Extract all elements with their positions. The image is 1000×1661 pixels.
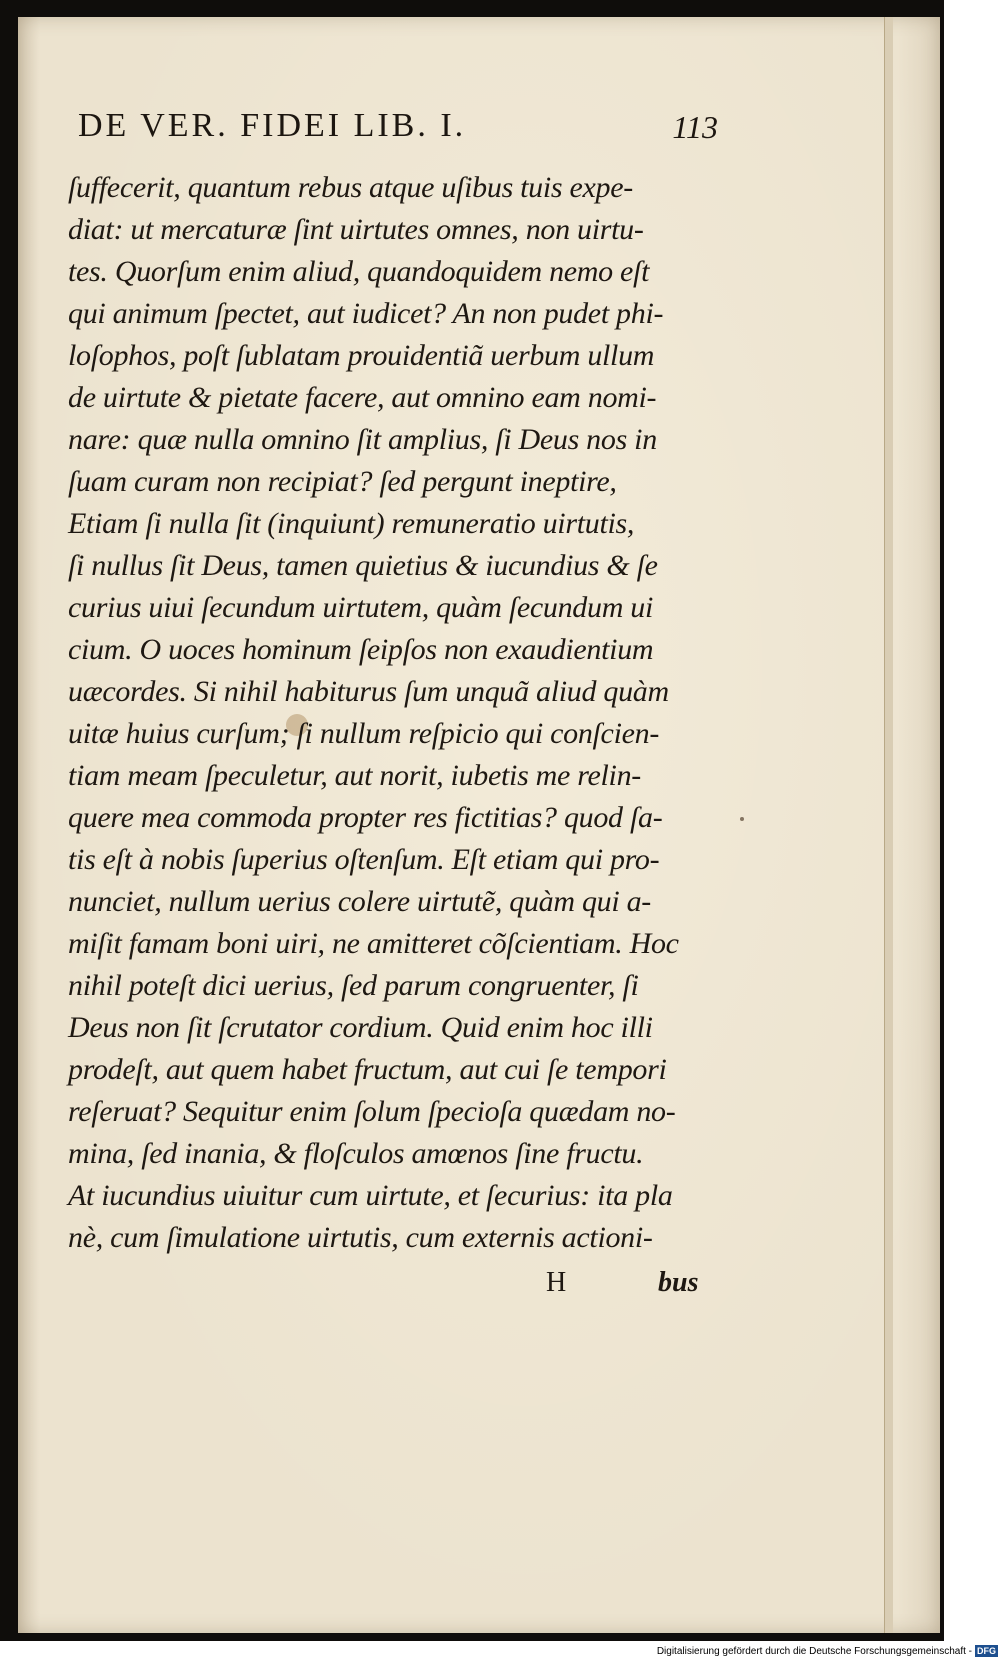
page-foot [18, 1267, 718, 1307]
text-line: ſuam curam non recipiat? ſed pergunt ineptire, [68, 465, 617, 498]
text-line: Deus non ſit ſcrutator cordium. Quid enim hoc illi [68, 1011, 653, 1044]
text-line: ſuffecerit, quantum rebus atque uſibus tuis expe- [68, 171, 633, 204]
text-line: nè, cum ſimulatione uirtutis, cum externis actioni- [68, 1221, 653, 1254]
text-line: prodeſt, aut quem habet fructum, aut cui ſe tempori [68, 1053, 667, 1086]
running-head-title: DE VER. FIDEI LIB. I. [78, 107, 467, 144]
funding-credit-text: Digitalisierung gefördert durch die Deutsche Forschungsgemeinschaft - [656, 1646, 972, 1657]
text-line: nihil poteſt dici uerius, ſed parum congruenter, ſi [68, 969, 639, 1002]
text-line: de uirtute & pietate facere, aut omnino eam nomi- [68, 381, 657, 414]
page-number: 113 [672, 109, 718, 145]
funding-credit [574, 1645, 998, 1659]
body-text [68, 167, 718, 1259]
text-line: ſi nullus ſit Deus, tamen quietius & iucundius & ſe [68, 549, 658, 582]
text-line: reſeruat? Sequitur enim ſolum ſpecioſa quædam no- [68, 1095, 676, 1128]
text-line: uitæ huius curſum; ſi nullum reſpicio qui conſcien- [68, 717, 660, 750]
running-head [78, 107, 718, 157]
text-line: uæcordes. Si nihil habiturus ſum unquã aliud quàm [68, 675, 669, 708]
text-line: nunciet, nullum uerius colere uirtutẽ, quàm qui a- [68, 885, 651, 918]
text-line: At iucundius uiuitur cum uirtute, et ſecurius: ita pla [68, 1179, 673, 1212]
text-line: curius uiui ſecundum uirtutem, quàm ſecundum ui [68, 591, 653, 624]
text-line: mina, ſed inania, & floſculos amœnos ſine fructu. [68, 1137, 644, 1170]
text-line: Etiam ſi nulla ſit (inquiunt) remuneratio uirtutis, [68, 507, 635, 540]
book-page [18, 17, 940, 1633]
text-line: tes. Quorſum enim aliud, quandoquidem nemo eſt [68, 255, 650, 288]
text-line: tiam meam ſpeculetur, aut norit, iubetis me relin- [68, 759, 641, 792]
text-line: loſophos, poſt ſublatam prouidentiã uerbum ullum [68, 339, 655, 372]
text-line: tis eſt à nobis ſuperius oſtenſum. Eſt etiam qui pro- [68, 843, 660, 876]
text-line: nare: quæ nulla omnino ſit amplius, ſi Deus nos in [68, 423, 657, 456]
dfg-logo-icon: DFG [977, 1646, 996, 1656]
text-line: quere mea commoda propter res fictitias? quod ſa- [68, 801, 663, 834]
text-line: miſit famam boni uiri, ne amitteret cõſcientiam. Hoc [68, 927, 679, 960]
page-edge [884, 17, 893, 1633]
signature-mark: H [546, 1267, 567, 1298]
catchword: bus [658, 1267, 699, 1298]
text-line: qui animum ſpectet, aut iudicet? An non pudet phi- [68, 297, 664, 330]
text-line: diat: ut mercaturæ ſint uirtutes omnes, non uirtu- [68, 213, 644, 246]
text-line: cium. O uoces hominum ſeipſos non exaudientium [68, 633, 654, 666]
paper-speck [740, 817, 744, 821]
